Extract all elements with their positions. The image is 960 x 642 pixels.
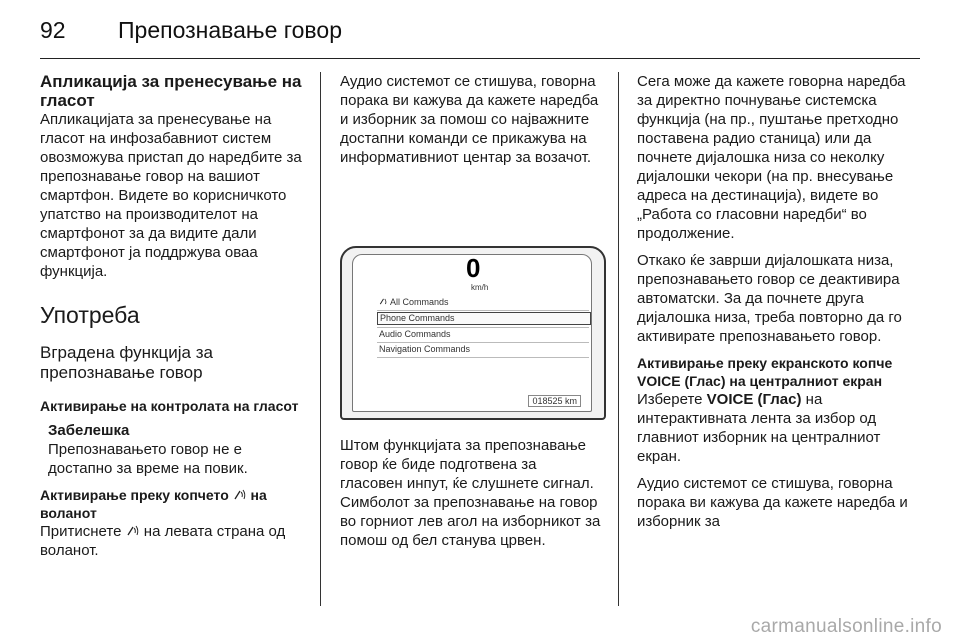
voice-ready-text: Штом функцијата за препознавање говор ќе биде подготвена за гласовен инпут, ќе слушнете сигнал. Симболот за препознавање на говор во горниот лев агол на изборникот за помош од бел станува црвен. xyxy=(340,437,601,549)
page-header xyxy=(40,14,920,54)
column-2-lower xyxy=(340,436,602,550)
menu-item-label: Navigation Commands xyxy=(379,344,471,354)
heading-usage: Употреба xyxy=(40,302,140,328)
menu-item-label: All Commands xyxy=(390,297,449,307)
menu-separator xyxy=(377,342,589,343)
voice-intro-text: Аудио системот се стишува, говорна порака ви кажува да кажете наредба и изборник за помош со најважните достапни команди се прикажува на информативниот центар за возачот. xyxy=(340,73,599,166)
speed-unit: km/h xyxy=(471,283,489,292)
display-frame xyxy=(340,246,606,420)
steering-button-text xyxy=(40,522,306,560)
heading-builtin: Вградена функција за препознавање говор xyxy=(40,343,213,382)
note-block xyxy=(40,421,306,478)
voice-recognition-icon xyxy=(379,297,388,306)
voice-control-icon xyxy=(233,488,247,502)
heading-steering-button xyxy=(40,486,306,522)
menu-item-label: Phone Commands xyxy=(380,313,455,323)
page-number: 92 xyxy=(40,17,66,43)
voice-button-label: VOICE (Глас) xyxy=(706,391,802,408)
display-screen xyxy=(352,254,592,412)
speed-readout: 0 xyxy=(466,253,481,283)
menu-separator xyxy=(377,327,589,328)
odometer-readout: 018525 km xyxy=(528,395,581,407)
voice-text-post: на интерактивната лента за избор од главниот изборник на централниот екран. xyxy=(637,391,881,465)
steering-text-post: на левата страна од воланот. xyxy=(40,523,286,559)
watermark: carmanualsonline.info xyxy=(750,616,942,637)
menu-item-all-commands xyxy=(379,297,449,308)
voice-text-pre: Изберете xyxy=(637,391,703,408)
heading-steering-pre: Активирање преку копчето xyxy=(40,487,229,503)
menu-item-label: Audio Commands xyxy=(379,329,451,339)
heading-activate-voice: Активирање на контролата на гласот xyxy=(40,398,299,414)
menu-item-audio-commands xyxy=(379,329,451,340)
driver-info-illustration xyxy=(340,208,602,422)
voice-control-icon-inline xyxy=(126,524,140,538)
voice-passthrough-text: Апликацијата за пренесување на гласот на инфозабавниот систем овозможува пристап до наредбите за препознавање говор на вашиот смартфон. Видете во корисничкото упатство на производителот на смартфонот за да видите дали смартфонот ја поддржува оваа функција. xyxy=(40,111,302,280)
page-title: Препознавање говор xyxy=(118,17,342,43)
menu-item-navigation-commands xyxy=(379,344,470,355)
column-1 xyxy=(40,72,306,560)
speak-command-text: Сега може да кажете говорна наредба за директно почнување системска функција (на пр., пуштање претходно поставена радио станица) или да почнете дијалошка низа со неколку дијалошки чекори (на пр. внесување адреса на дестинација), видете во „Работа со гласовни наредби“ во продолжение. xyxy=(637,73,906,242)
heading-steering-post: на воланот xyxy=(40,487,267,521)
column-2 xyxy=(340,72,602,167)
menu-separator xyxy=(377,357,589,358)
note-label: Забелешка xyxy=(48,422,130,439)
dialog-end-text: Откако ќе заврши дијалошката низа, препознавањето говор се деактивира автоматски. За да почнете друга дијалошка низа, треба повторно да го активирате препознавањето говор. xyxy=(637,252,902,345)
menu-item-phone-commands xyxy=(377,312,591,325)
column-3 xyxy=(637,72,923,531)
note-text: Препознавањето говор не е достапно за време на повик. xyxy=(48,441,248,477)
heading-voice-passthrough: Апликација за пренесување на гласот xyxy=(40,72,302,110)
audio-mute-text: Аудио системот се стишува, говорна порака ви кажува да кажете наредба и изборник за xyxy=(637,475,908,530)
heading-voice-button: Активирање преку екранското копче VOICE (Глас) на централниот екран xyxy=(637,355,893,389)
column-divider-1 xyxy=(320,72,321,606)
header-divider xyxy=(40,58,920,59)
steering-text-pre: Притиснете xyxy=(40,523,122,540)
menu-separator xyxy=(377,310,589,311)
column-divider-2 xyxy=(618,72,619,606)
voice-button-text xyxy=(637,390,923,466)
